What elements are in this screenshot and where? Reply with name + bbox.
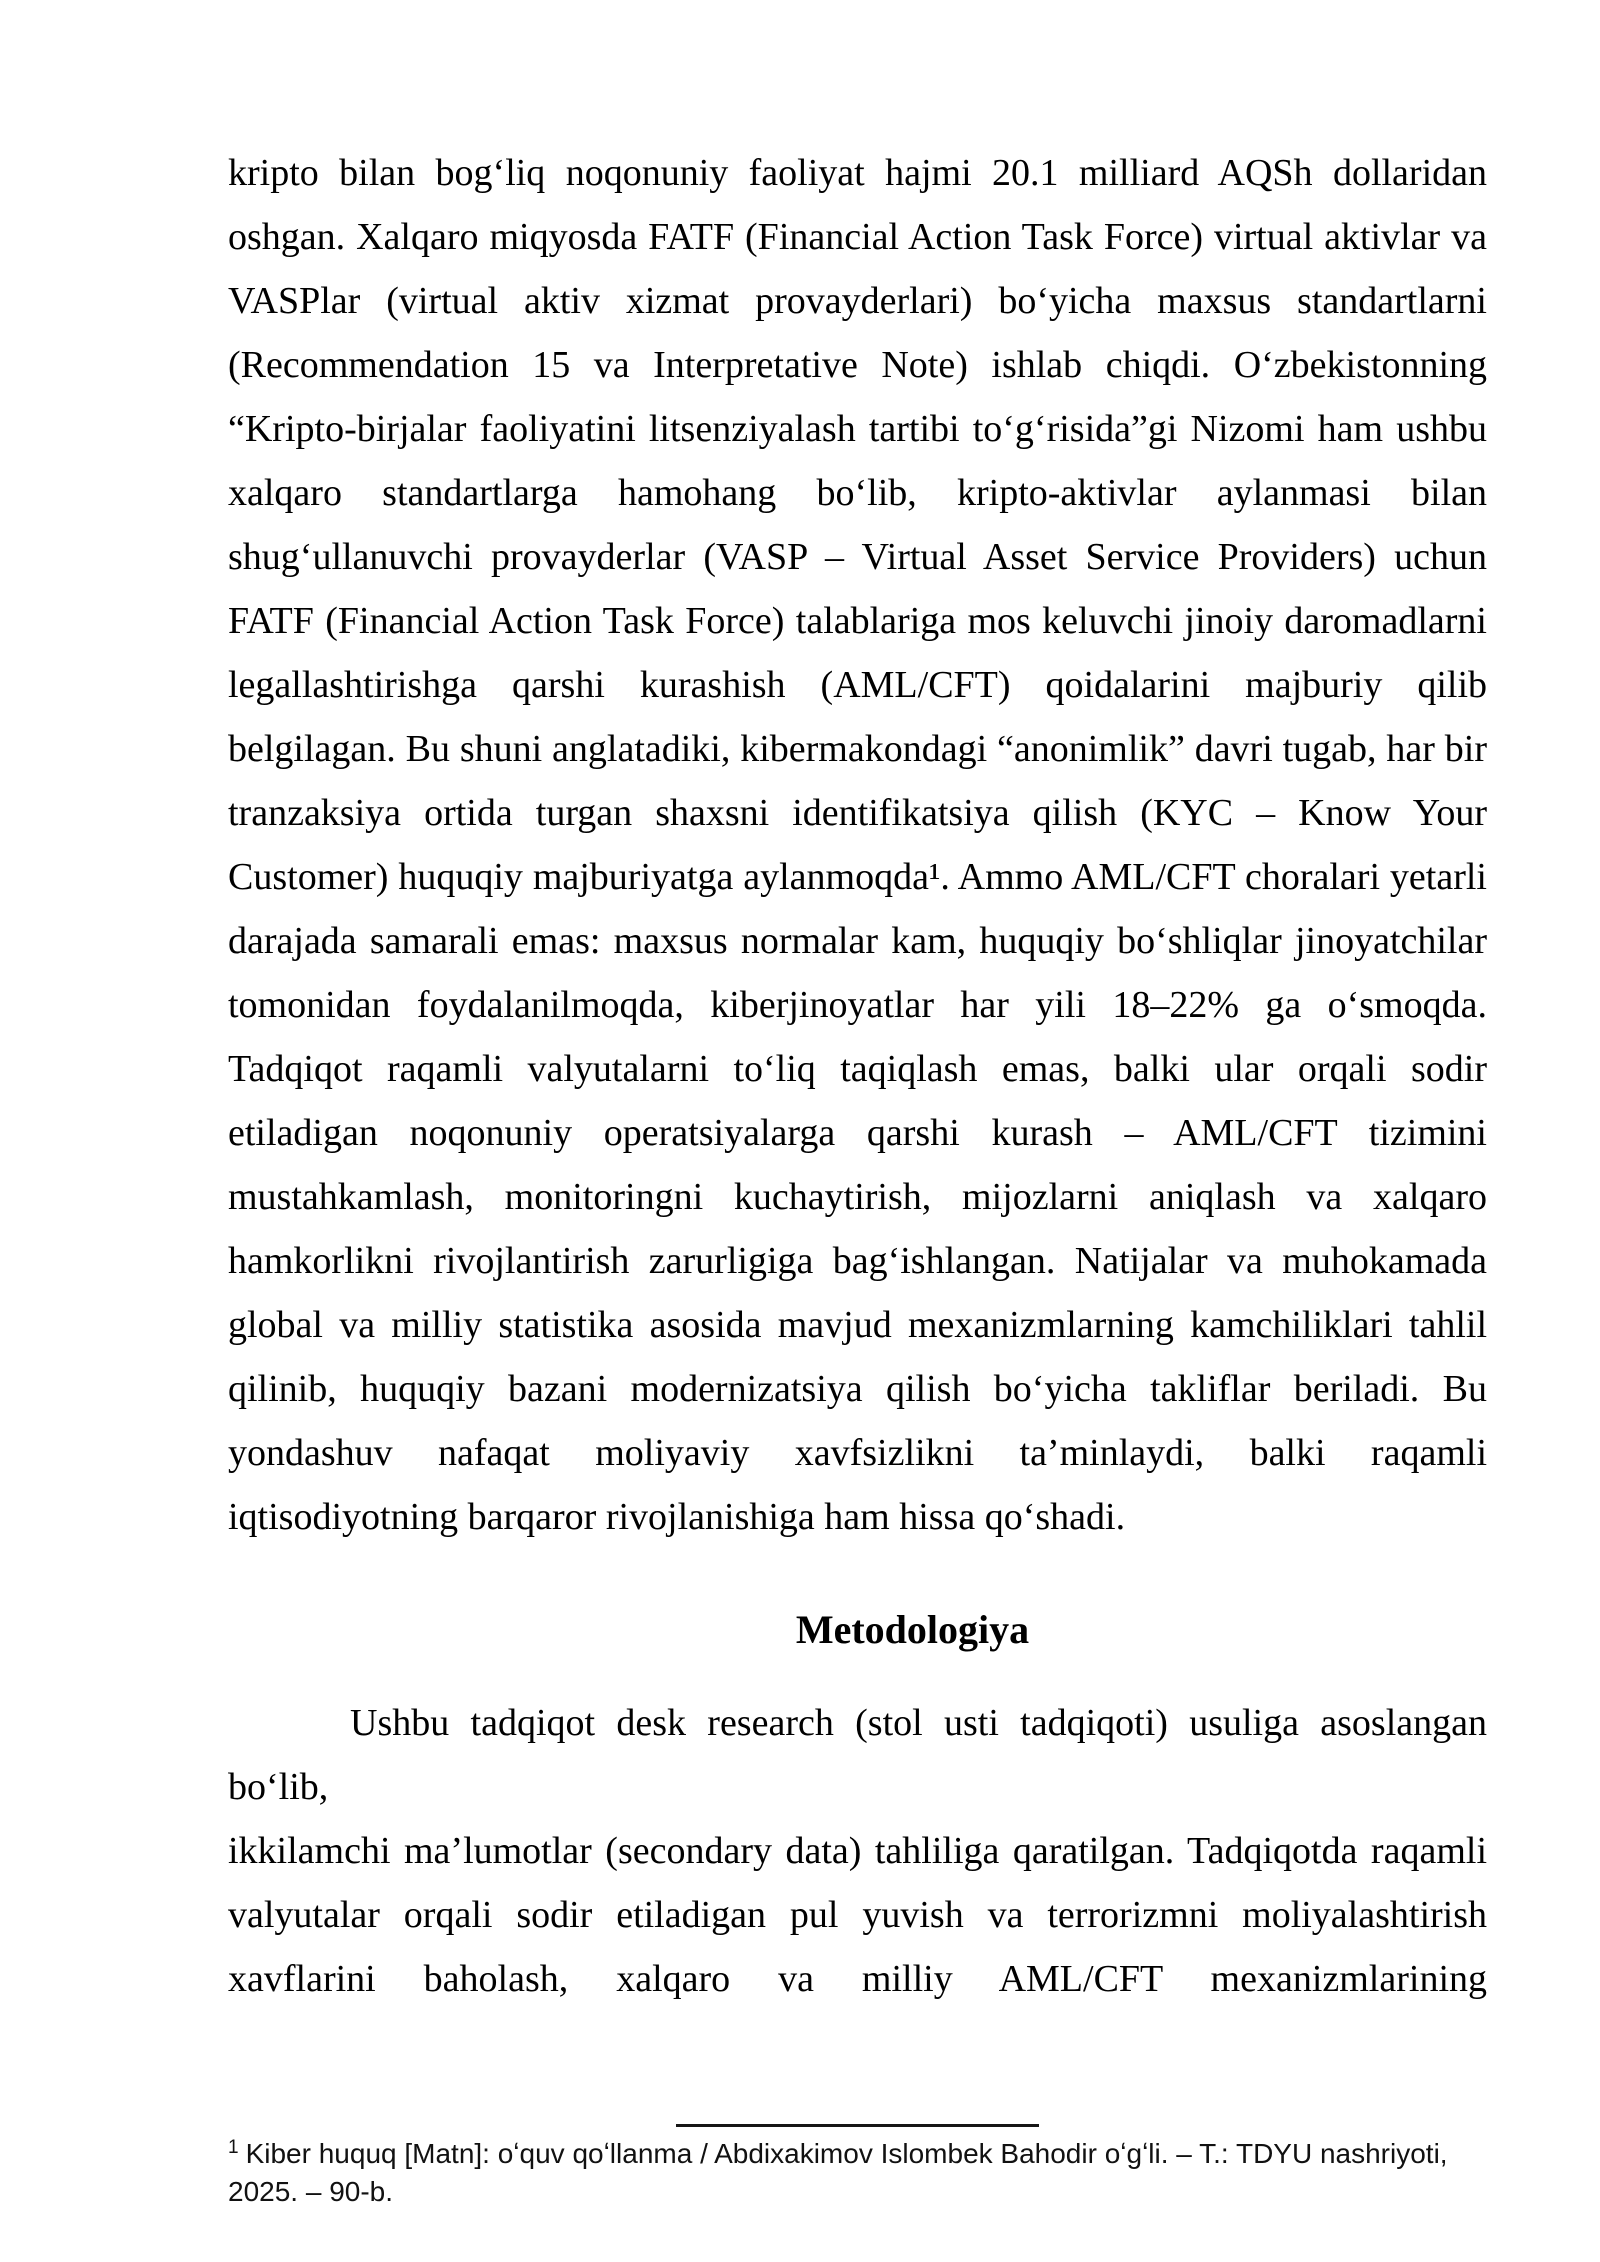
text-line: ikkilamchi ma’lumotlar (secondary data) tahliliga qaratilgan. Tadqiqotda raqamli	[228, 1830, 1487, 1872]
text-line: xalqaro standartlarga hamohang boʻlib, kripto-aktivlar aylanmasi bilan	[228, 472, 1487, 514]
text-line: FATF (Financial Action Task Force) talablariga mos keluvchi jinoiy daromadlarni	[228, 600, 1487, 642]
text-line: Tadqiqot raqamli valyutalarni toʻliq taqiqlash emas, balki ular orqali sodir	[228, 1048, 1487, 1090]
text-line: belgilagan. Bu shuni anglatadiki, kibermakondagi “anonimlik” davri tugab, har bir	[228, 728, 1487, 770]
text-line: global va milliy statistika asosida mavjud mexanizmlarning kamchiliklari tahlil	[228, 1304, 1487, 1346]
text-line: kripto bilan bogʻliq noqonuniy faoliyat hajmi 20.1 milliard AQSh dollaridan	[228, 152, 1487, 194]
text-line: yondashuv nafaqat moliyaviy xavfsizlikni ta’minlaydi, balki raqamli	[228, 1432, 1487, 1474]
section-heading: Metodologiya	[795, 1607, 1030, 1652]
text-line: tomonidan foydalanilmoqda, kiberjinoyatlar har yili 18–22% ga oʻsmoqda.	[228, 984, 1487, 1026]
text-line: mustahkamlash, monitoringni kuchaytirish, mijozlarni aniqlash va xalqaro	[228, 1176, 1487, 1218]
text-line: valyutalar orqali sodir etiladigan pul yuvish va terrorizmni moliyalashtirish	[228, 1894, 1487, 1936]
text-line: Customer) huquqiy majburiyatga aylanmoqda¹. Ammo AML/CFT choralari yetarli	[228, 856, 1487, 898]
body-paragraph-methodology	[228, 1691, 1487, 2011]
footnote-separator-line	[676, 2124, 1039, 2127]
body-paragraph-continuation	[228, 141, 1487, 1549]
text-line: tranzaksiya ortida turgan shaxsni identifikatsiya qilish (KYC – Know Your	[228, 792, 1487, 834]
text-line: VASPlar (virtual aktiv xizmat provayderlari) boʻyicha maxsus standartlarni	[228, 280, 1487, 322]
text-line: xavflarini baholash, xalqaro va milliy AML/CFT mexanizmlarining	[228, 1958, 1487, 2000]
footnote-text: Kiber huquq [Matn]: oʻquv qoʻllanma / Abdixakimov Islombek Bahodir oʻgʻli. – T.: TDYU nashriyoti, 2025. – 90-b.	[228, 2138, 1448, 2207]
text-line: etiladigan noqonuniy operatsiyalarga qarshi kurash – AML/CFT tizimini	[228, 1112, 1487, 1154]
text-line: iqtisodiyotning barqaror rivojlanishiga ham hissa qoʻshadi.	[228, 1496, 1126, 1538]
text-line: darajada samarali emas: maxsus normalar kam, huquqiy boʻshliqlar jinoyatchilar	[228, 920, 1487, 962]
footnote	[228, 2135, 1487, 2211]
text-line: qilinib, huquqiy bazani modernizatsiya qilish boʻyicha takliflar beriladi. Bu	[228, 1368, 1487, 1410]
text-line: oshgan. Xalqaro miqyosda FATF (Financial Action Task Force) virtual aktivlar va	[228, 216, 1487, 258]
text-block	[228, 0, 1487, 2211]
text-line: legallashtirishga qarshi kurashish (AML/CFT) qoidalarini majburiy qilib	[228, 664, 1487, 706]
text-line: Ushbu tadqiqot desk research (stol usti tadqiqoti) usuliga asoslangan boʻlib,	[228, 1702, 1487, 1808]
text-line: shugʻullanuvchi provayderlar (VASP – Virtual Asset Service Providers) uchun	[228, 536, 1487, 578]
text-line: (Recommendation 15 va Interpretative Note) ishlab chiqdi. Oʻzbekistonning	[228, 344, 1487, 386]
text-line: “Kripto-birjalar faoliyatini litsenziyalash tartibi toʻgʻrisida”gi Nizomi ham ushbu	[228, 408, 1487, 450]
text-line: hamkorlikni rivojlantirish zarurligiga bagʻishlangan. Natijalar va muhokamada	[228, 1240, 1487, 1282]
footnote-marker: 1	[228, 2136, 239, 2158]
